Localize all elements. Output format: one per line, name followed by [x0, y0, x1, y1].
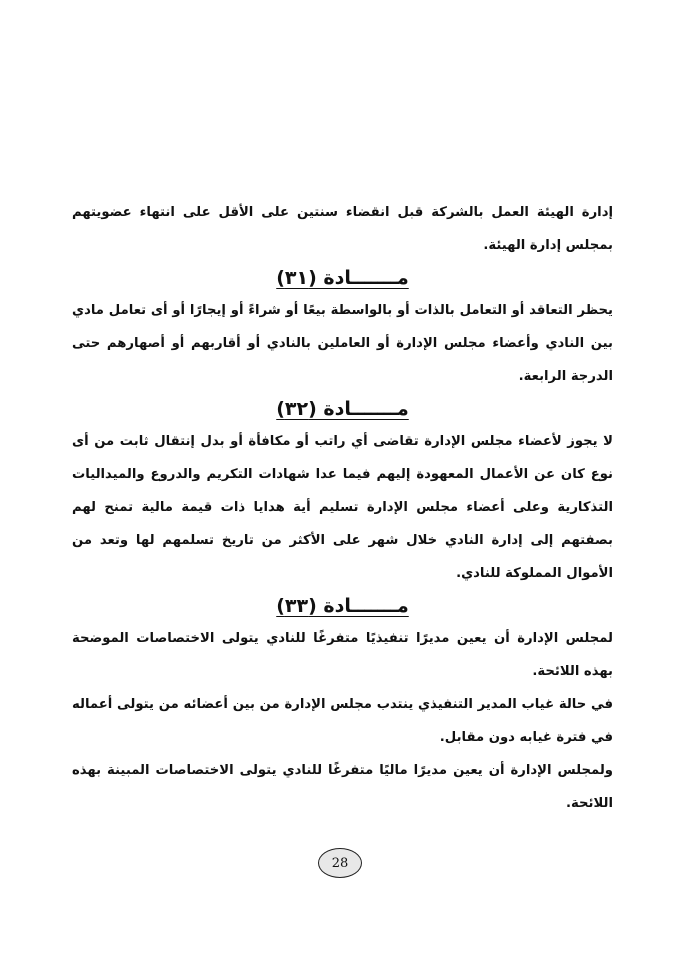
article-33-paragraph-2: في حالة غياب المدير التنفيذي ينتدب مجلس الإدارة من بين أعضائه من يتولى أعماله في فترة غيابه دون مقابل.	[72, 697, 613, 745]
article-33-heading	[72, 591, 613, 621]
page-number-badge: 28	[318, 848, 362, 878]
article-33-paragraph-3: ولمجلس الإدارة أن يعين مديرًا ماليًا متفرغًا للنادي يتولى الاختصاصات المبينة بهذه اللائحة.	[72, 763, 613, 811]
article-32-heading-text: مـــــــادة (٣٢)	[276, 398, 409, 420]
article-33-heading-text: مـــــــادة (٣٣)	[276, 595, 409, 617]
intro-paragraph: إدارة الهيئة العمل بالشركة قبل انقضاء سنتين على الأقل على انتهاء عضويتهم بمجلس إدارة الهيئة.	[72, 205, 613, 253]
article-31-heading-text: مـــــــادة (٣١)	[276, 267, 409, 289]
article-32-paragraph: لا يجوز لأعضاء مجلس الإدارة تقاضى أي راتب أو مكافأة أو بدل إنتقال ثابت من أى نوع كان عن الأعمال المعهودة إليهم فيما عدا شهادات التكريم والدروع والميداليات التذكارية وعلى أعضاء مجلس الإدارة تسليم أية هدايا ذات قيمة مالية تمنح لهم بصفتهم إلى إدارة النادي خلال شهر على الأكثر من تاريخ تسلمهم لها وتعد من الأموال المملوكة للنادي.	[72, 434, 613, 581]
article-32-heading	[72, 394, 613, 424]
article-31-paragraph: يحظر التعاقد أو التعامل بالذات أو بالواسطة بيعًا أو شراءً أو إيجارًا أو أى تعامل مادي بين النادي وأعضاء مجلس الإدارة أو العاملين بالنادي أو أقاربهم أو أصهارهم حتى الدرجة الرابعة.	[72, 303, 613, 384]
document-body	[72, 196, 613, 820]
article-33-paragraph-1: لمجلس الإدارة أن يعين مديرًا تنفيذيًا متفرغًا للنادي يتولى الاختصاصات الموضحة بهذه اللائحة.	[72, 631, 613, 679]
article-31-heading	[72, 263, 613, 293]
